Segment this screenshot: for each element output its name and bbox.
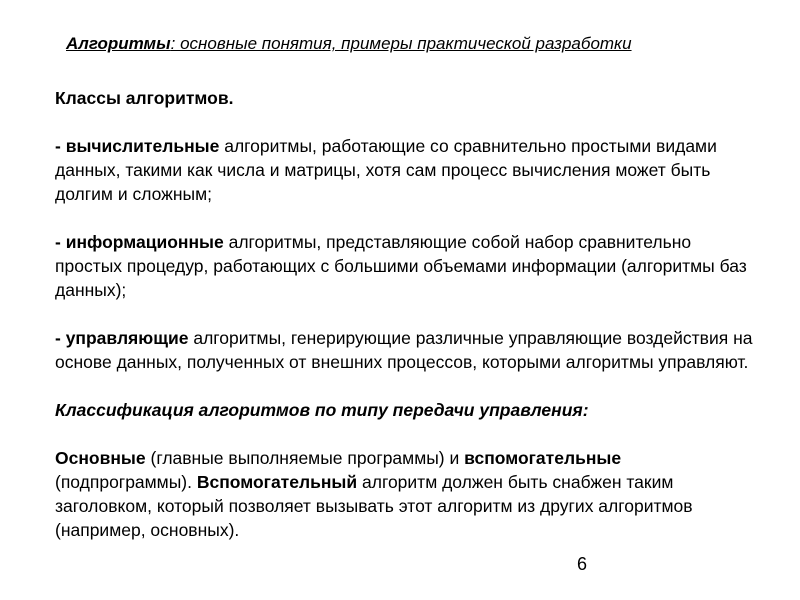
term-auxiliary-singular: Вспомогательный (196, 472, 358, 492)
slide-content (55, 86, 755, 542)
item-informational (55, 230, 755, 302)
item-computational-term: - вычислительные (55, 136, 220, 156)
term-main: Основные (55, 448, 146, 468)
text-1: (главные выполняемые программы) и (145, 448, 465, 468)
item-computational (55, 134, 755, 206)
final-paragraph (55, 446, 755, 542)
item-computational-text: алгоритмы, работающие со сравнительно простыми видами данных, такими как числа и матрицы, хотя сам процесс вычисления может быть долгим и сложным; (55, 136, 717, 204)
page-number: 6 (577, 554, 588, 574)
slide-title (66, 33, 632, 55)
text-2: (подпрограммы). (55, 472, 197, 492)
item-control-term: - управляющие (55, 328, 189, 348)
term-auxiliary: вспомогательные (464, 448, 622, 468)
text-3: алгоритм должен быть снабжен таким заголовком, который позволяет вызывать этот алгоритм из других алгоритмов (например, основных). (55, 472, 693, 540)
item-control-text: алгоритмы, генерирующие различные управляющие воздействия на основе данных, полученных от внешних процессов, которыми алгоритмы управляют. (55, 328, 753, 372)
item-informational-term: - информационные (55, 232, 224, 252)
classification-heading: Классификация алгоритмов по типу передачи управления: (55, 400, 589, 420)
item-control (55, 326, 755, 374)
item-informational-text: алгоритмы, представляющие собой набор сравнительно простых процедур, работающих с большими объемами информации (алгоритмы баз данных); (55, 232, 747, 300)
slide-title-sub: : основные понятия, примеры практической разработки (170, 34, 632, 53)
classes-heading: Классы алгоритмов. (55, 88, 234, 108)
slide-title-main: Алгоритмы (66, 34, 171, 53)
